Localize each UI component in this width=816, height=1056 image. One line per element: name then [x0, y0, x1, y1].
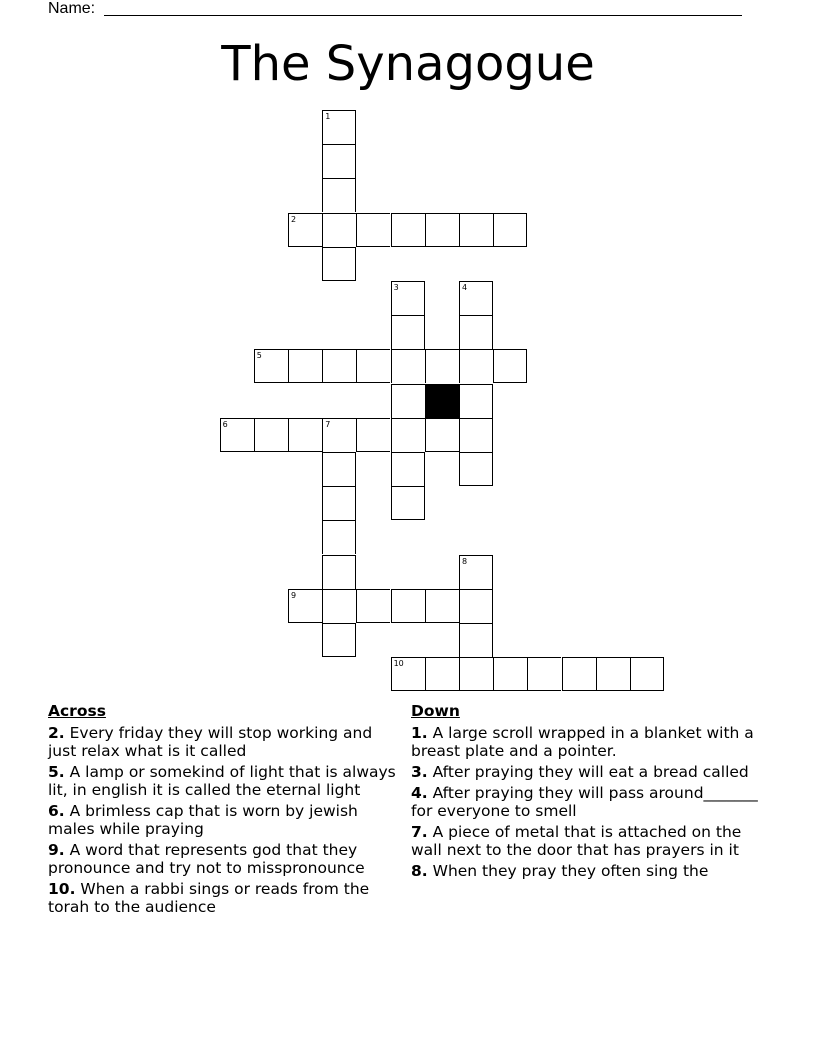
grid-cell[interactable] [254, 418, 288, 452]
grid-cell[interactable] [527, 657, 561, 691]
name-label: Name: [48, 0, 96, 17]
clue-text: A brimless cap that is worn by jewish males while praying [48, 802, 358, 838]
grid-cell[interactable] [322, 486, 356, 520]
clue-number: 1. [411, 724, 428, 742]
grid-cell[interactable] [391, 281, 425, 315]
clue-number: 4. [411, 784, 428, 802]
grid-cell[interactable] [562, 657, 596, 691]
grid-cell[interactable] [322, 213, 356, 247]
clue-number-label: 8 [462, 556, 468, 566]
grid-cell[interactable] [493, 349, 527, 383]
grid-cell[interactable] [459, 315, 493, 349]
grid-cell[interactable] [493, 213, 527, 247]
grid-cell[interactable] [596, 657, 630, 691]
grid-cell[interactable] [356, 589, 390, 623]
grid-cell[interactable] [322, 178, 356, 212]
clue-text: A large scroll wrapped in a blanket with a breast plate and a pointer. [411, 724, 754, 760]
clue-number-label: 3 [393, 283, 399, 292]
grid-cell[interactable] [220, 418, 254, 452]
grid-cell[interactable] [356, 349, 390, 383]
grid-cell[interactable] [322, 623, 356, 657]
clue-down-4 [411, 784, 771, 820]
grid-cell[interactable] [425, 589, 459, 623]
clue-text: After praying they will eat a bread called [432, 763, 749, 781]
grid-cell[interactable] [288, 349, 322, 383]
grid-cell[interactable] [391, 418, 425, 452]
grid-cell[interactable] [322, 520, 356, 554]
grid-cell[interactable] [322, 589, 356, 623]
page-title: The Synagogue [221, 36, 595, 92]
grid-cell[interactable] [322, 349, 356, 383]
grid-cell[interactable] [391, 452, 425, 486]
grid-cell[interactable] [288, 589, 322, 623]
grid-cell[interactable] [425, 418, 459, 452]
grid-cell[interactable] [356, 418, 390, 452]
clue-text: A piece of metal that is attached on the wall next to the door that has prayers in it [411, 823, 742, 859]
clue-number: 8. [411, 862, 428, 880]
clue-text: When they pray they often sing the [432, 862, 709, 880]
grid-cell[interactable] [254, 349, 288, 383]
clue-number-label: 10 [393, 659, 404, 669]
clue-across-6 [48, 802, 398, 838]
grid-cell[interactable] [288, 213, 322, 247]
grid-cell[interactable] [425, 213, 459, 247]
clue-text: A word that represents god that they pronounce and try not to misspronounce [48, 841, 365, 877]
clue-number-label: 7 [325, 419, 331, 429]
across-heading: Across [48, 702, 106, 720]
grid-cell[interactable] [425, 657, 459, 691]
grid-cell[interactable] [391, 349, 425, 383]
clue-number-label: 5 [256, 351, 262, 361]
grid-cell[interactable] [459, 281, 493, 315]
grid-cell[interactable] [322, 418, 356, 452]
down-heading: Down [411, 702, 460, 720]
clue-down-1 [411, 724, 771, 760]
clue-number: 2. [48, 724, 65, 742]
clue-across-9 [48, 841, 398, 877]
clue-text: After praying they will pass around_______ for everyone to smell [411, 784, 758, 820]
clue-number: 3. [411, 763, 428, 781]
clue-text: When a rabbi sings or reads from the torah to the audience [48, 880, 370, 916]
grid-cell[interactable] [425, 349, 459, 383]
clue-across-2 [48, 724, 398, 760]
grid-cell[interactable] [459, 623, 493, 657]
grid-cell[interactable] [459, 384, 493, 418]
grid-cell[interactable] [391, 657, 425, 691]
clue-number: 10. [48, 880, 76, 898]
grid-cell[interactable] [322, 144, 356, 178]
clue-number: 6. [48, 802, 65, 820]
grid-cell[interactable] [459, 349, 493, 383]
clue-across-10 [48, 880, 398, 916]
across-clues [48, 702, 398, 919]
grid-cell[interactable] [459, 418, 493, 452]
clue-number-label: 1 [325, 112, 331, 121]
clue-number: 7. [411, 823, 428, 841]
grid-cell[interactable] [391, 213, 425, 247]
clue-number: 9. [48, 841, 65, 859]
grid-cell[interactable] [391, 486, 425, 520]
grid-cell[interactable] [288, 418, 322, 452]
grid-cell[interactable] [493, 657, 527, 691]
clue-number-label: 2 [291, 214, 297, 224]
grid-cell[interactable] [391, 589, 425, 623]
clue-number-label: 4 [462, 283, 468, 292]
grid-cell[interactable] [459, 589, 493, 623]
grid-cell[interactable] [459, 555, 493, 589]
grid-cell[interactable] [391, 315, 425, 349]
grid-cell[interactable] [459, 657, 493, 691]
grid-cell[interactable] [356, 213, 390, 247]
clue-down-3 [411, 763, 771, 781]
clue-number-label: 6 [222, 419, 228, 429]
grid-cell[interactable] [459, 213, 493, 247]
clue-text: A lamp or somekind of light that is always lit, in english it is called the eternal light [48, 763, 396, 799]
grid-cell[interactable] [459, 452, 493, 486]
clue-down-7 [411, 823, 771, 859]
clue-text: Every friday they will stop working and just relax what is it called [48, 724, 373, 760]
clue-number: 5. [48, 763, 65, 781]
clue-number-label: 9 [291, 590, 297, 600]
grid-cell[interactable] [322, 247, 356, 281]
grid-cell[interactable] [391, 384, 425, 418]
grid-cell[interactable] [630, 657, 664, 691]
down-clues [411, 702, 771, 883]
grid-cell[interactable] [322, 110, 356, 144]
grid-cell[interactable] [322, 555, 356, 589]
black-cell [425, 384, 459, 418]
clue-across-5 [48, 763, 398, 799]
clue-down-8 [411, 862, 771, 880]
grid-cell[interactable] [322, 452, 356, 486]
